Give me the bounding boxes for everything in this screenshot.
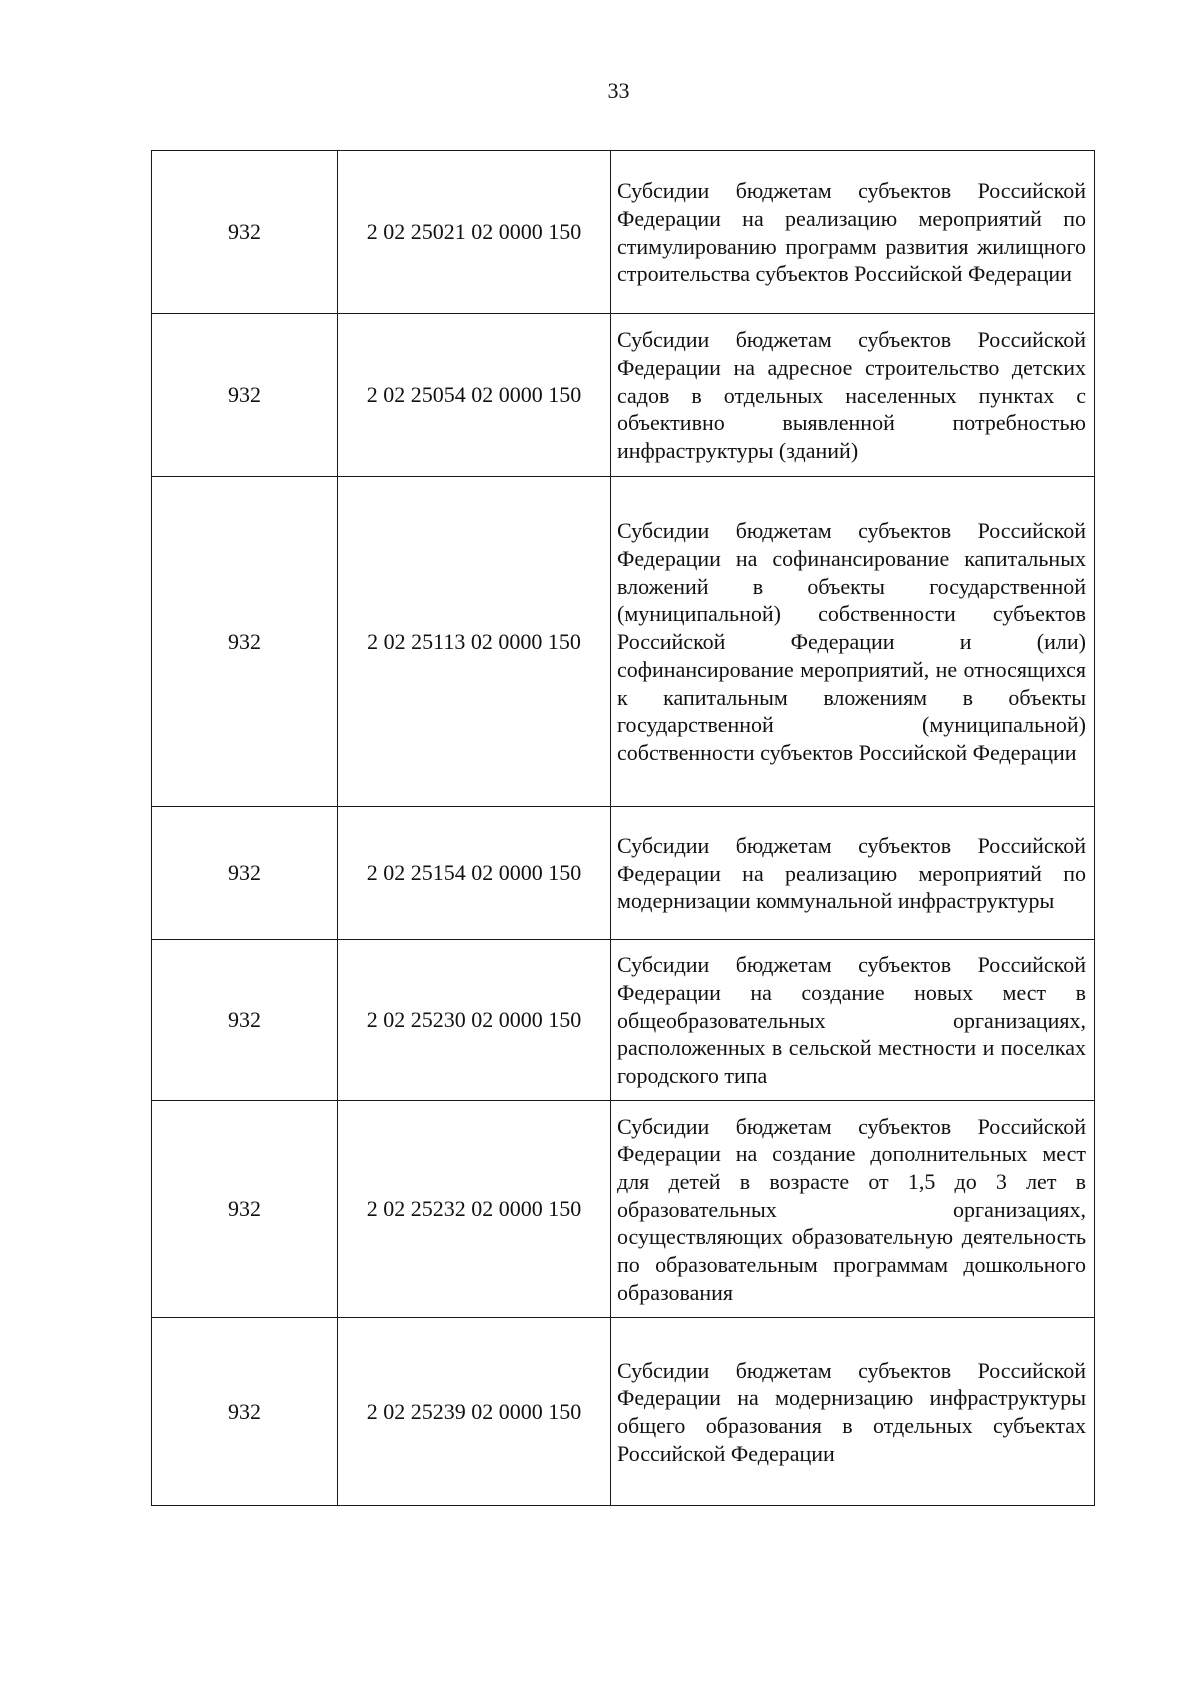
table-row bbox=[152, 314, 1095, 477]
kbk-code-cell: 2 02 25232 02 0000 150 bbox=[338, 1101, 611, 1318]
table-row bbox=[152, 807, 1095, 940]
budget-revenue-table bbox=[151, 150, 1095, 1506]
admin-code-cell: 932 bbox=[152, 1318, 338, 1506]
table-row bbox=[152, 940, 1095, 1101]
admin-code-cell: 932 bbox=[152, 477, 338, 807]
table-row bbox=[152, 1318, 1095, 1506]
page-number: 33 bbox=[607, 78, 630, 103]
kbk-code-cell: 2 02 25239 02 0000 150 bbox=[338, 1318, 611, 1506]
admin-code-cell: 932 bbox=[152, 1101, 338, 1318]
description-cell: Субсидии бюджетам субъектов Российской Федерации на создание дополнительных мест для детей в возрасте от 1,5 до 3 лет в образовательных организациях, осуществляющих образовательную деятельность по образовательным программам дошкольного образования bbox=[611, 1101, 1095, 1318]
description-cell: Субсидии бюджетам субъектов Российской Федерации на реализацию мероприятий по модернизации коммунальной инфраструктуры bbox=[611, 807, 1095, 940]
kbk-code-cell: 2 02 25021 02 0000 150 bbox=[338, 151, 611, 314]
kbk-code-cell: 2 02 25230 02 0000 150 bbox=[338, 940, 611, 1101]
kbk-code-cell: 2 02 25113 02 0000 150 bbox=[338, 477, 611, 807]
table-row bbox=[152, 1101, 1095, 1318]
admin-code-cell: 932 bbox=[152, 151, 338, 314]
table-row bbox=[152, 477, 1095, 807]
kbk-code-cell: 2 02 25154 02 0000 150 bbox=[338, 807, 611, 940]
description-cell: Субсидии бюджетам субъектов Российской Федерации на реализацию мероприятий по стимулированию программ развития жилищного строительства субъектов Российской Федерации bbox=[611, 151, 1095, 314]
admin-code-cell: 932 bbox=[152, 807, 338, 940]
admin-code-cell: 932 bbox=[152, 940, 338, 1101]
description-cell: Субсидии бюджетам субъектов Российской Федерации на адресное строительство детских садов в отдельных населенных пунктах с объективно выявленной потребностью инфраструктуры (зданий) bbox=[611, 314, 1095, 477]
table-row bbox=[152, 151, 1095, 314]
description-cell: Субсидии бюджетам субъектов Российской Федерации на создание новых мест в общеобразовательных организациях, расположенных в сельской местности и поселках городского типа bbox=[611, 940, 1095, 1101]
description-cell: Субсидии бюджетам субъектов Российской Федерации на модернизацию инфраструктуры общего образования в отдельных субъектах Российской Федерации bbox=[611, 1318, 1095, 1506]
description-cell: Субсидии бюджетам субъектов Российской Федерации на софинансирование капитальных вложений в объекты государственной (муниципальной) собственности субъектов Российской Федерации и (или) софинансирование мероприятий, не относящихся к капитальным вложениям в объекты государственной (муниципальной) собственности субъектов Российской Федерации bbox=[611, 477, 1095, 807]
admin-code-cell: 932 bbox=[152, 314, 338, 477]
kbk-code-cell: 2 02 25054 02 0000 150 bbox=[338, 314, 611, 477]
